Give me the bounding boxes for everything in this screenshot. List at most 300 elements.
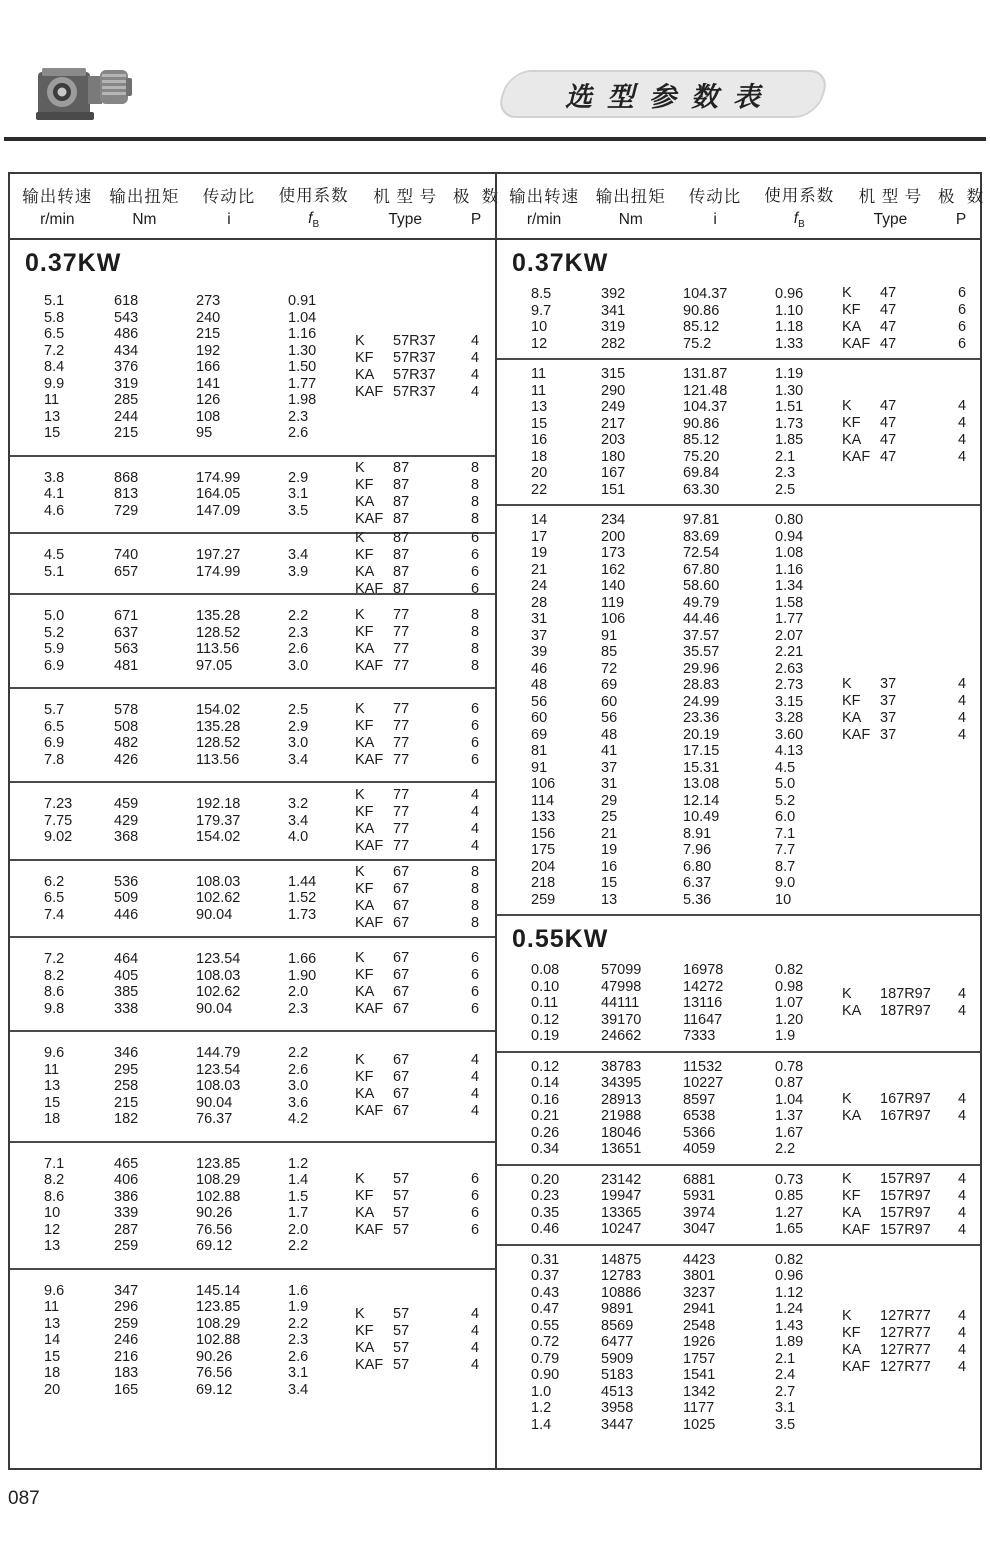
type-model: 77 <box>393 837 410 854</box>
type-row <box>355 1086 495 1103</box>
value-cell: 174.99 <box>196 563 241 580</box>
type-row <box>842 1188 980 1205</box>
value-cell: 90.86 <box>683 415 720 432</box>
value-cell: 6.0 <box>775 809 796 825</box>
value-cell: 319 <box>601 319 626 335</box>
poles-value: 6 <box>471 546 480 563</box>
value-cell: 108.03 <box>196 873 241 890</box>
value-cell: 7.8 <box>44 751 65 768</box>
poles-value: 4 <box>471 1069 480 1086</box>
type-row <box>355 460 495 477</box>
value-cell: 868 <box>114 469 139 486</box>
value-cell: 347 <box>114 1282 139 1299</box>
type-prefix: KA <box>842 432 862 448</box>
value-cell: 6.37 <box>683 875 712 891</box>
type-model: 127R77 <box>880 1308 931 1325</box>
type-row <box>842 1222 980 1239</box>
type-model: 67 <box>393 967 410 983</box>
value-cell: 2.6 <box>288 641 309 657</box>
value-cell: 63.30 <box>683 481 720 498</box>
value-cell: 4.13 <box>775 743 804 759</box>
value-cell: 3.0 <box>288 735 309 751</box>
poles-value: 4 <box>471 1306 480 1323</box>
value-cell: 39 <box>531 644 548 660</box>
value-cell: 5909 <box>601 1350 634 1367</box>
value-cell: 81 <box>531 743 548 759</box>
value-cell: 13 <box>44 1315 61 1332</box>
poles-value: 8 <box>471 477 480 494</box>
value-cell: 3.1 <box>775 1400 796 1416</box>
type-model: 77 <box>393 641 410 657</box>
value-cell: 0.43 <box>531 1284 560 1301</box>
value-cell: 1177 <box>683 1400 715 1416</box>
type-model: 77 <box>393 718 410 734</box>
type-row <box>355 1103 495 1120</box>
value-cell: 2.2 <box>775 1141 796 1157</box>
value-cell: 2.07 <box>775 627 804 644</box>
value-cell: 12 <box>44 1221 61 1238</box>
value-cell: 2.2 <box>288 1045 309 1061</box>
header-label-zh: 使用系数 <box>764 186 835 205</box>
poles-value: 4 <box>958 432 967 448</box>
value-cell: 8.5 <box>531 286 552 302</box>
value-cell: 7.2 <box>44 951 65 967</box>
value-cell: 167 <box>601 465 626 481</box>
value-cell: 4059 <box>683 1141 716 1157</box>
value-cell: 2.2 <box>288 608 309 624</box>
value-cell: 2.1 <box>775 1350 796 1367</box>
type-prefix: K <box>355 1052 365 1069</box>
header-label-zh: 机 型 号 <box>373 188 438 206</box>
type-row <box>355 1188 495 1205</box>
value-cell: 28.83 <box>683 677 720 693</box>
value-cell: 14875 <box>601 1251 642 1268</box>
type-list <box>355 1052 495 1120</box>
gearmotor-photo <box>36 58 134 124</box>
poles-value: 6 <box>471 1188 480 1204</box>
value-cell: 0.08 <box>531 962 560 978</box>
type-prefix: KAF <box>355 1222 384 1238</box>
value-cell: 258 <box>114 1078 139 1094</box>
value-cell: 12783 <box>601 1268 642 1284</box>
type-prefix: K <box>355 1171 365 1187</box>
value-cell: 215 <box>114 425 139 441</box>
type-model: 57R37 <box>393 384 436 401</box>
type-model: 77 <box>393 607 410 623</box>
value-cell: 76.56 <box>196 1365 233 1381</box>
type-prefix: KAF <box>355 752 384 768</box>
header-cell <box>760 174 839 238</box>
type-row <box>355 701 495 718</box>
poles-value: 8 <box>471 511 480 528</box>
value-cell: 434 <box>114 342 139 359</box>
type-prefix: K <box>355 607 365 623</box>
data-rows <box>44 796 350 846</box>
data-block <box>497 1244 980 1440</box>
type-model: 47 <box>880 449 897 465</box>
value-cell: 729 <box>114 502 139 519</box>
type-row <box>842 1205 980 1222</box>
header-unit: Type <box>873 211 908 228</box>
value-cell: 8.4 <box>44 359 65 375</box>
value-cell: 9.0 <box>775 875 796 891</box>
header-cell <box>105 174 185 238</box>
value-cell: 8.6 <box>44 1188 65 1205</box>
poles-value: 4 <box>471 803 480 820</box>
value-cell: 23142 <box>601 1171 642 1188</box>
value-cell: 38783 <box>601 1058 642 1075</box>
value-cell: 1.9 <box>288 1299 309 1315</box>
value-cell: 1.66 <box>288 951 317 967</box>
type-prefix: KF <box>355 624 374 640</box>
value-cell: 4513 <box>601 1383 634 1400</box>
type-prefix: KAF <box>355 580 384 597</box>
value-cell: 3.4 <box>288 547 309 563</box>
type-prefix: K <box>842 1308 852 1325</box>
type-model: 77 <box>393 658 410 674</box>
value-cell: 108.29 <box>196 1315 241 1332</box>
value-cell: 217 <box>601 415 626 432</box>
value-cell: 1.27 <box>775 1204 804 1221</box>
value-cell: 339 <box>114 1205 139 1221</box>
value-cell: 2.6 <box>288 425 309 441</box>
poles-value: 4 <box>471 1103 480 1120</box>
value-cell: 1.9 <box>775 1028 796 1044</box>
value-cell: 1.30 <box>775 382 804 399</box>
value-cell: 319 <box>114 375 139 392</box>
value-cell: 0.55 <box>531 1317 560 1334</box>
value-cell: 5931 <box>683 1188 716 1204</box>
value-cell: 11 <box>44 1299 60 1315</box>
value-cell: 4.1 <box>44 486 65 502</box>
poles-value: 8 <box>471 494 480 511</box>
poles-value: 6 <box>958 302 967 318</box>
type-prefix: KA <box>355 984 375 1000</box>
type-model: 57 <box>393 1340 410 1357</box>
value-cell: 76.56 <box>196 1221 233 1238</box>
value-cell: 3.9 <box>288 563 309 580</box>
value-cell: 5.0 <box>775 776 796 792</box>
type-prefix: K <box>355 333 365 350</box>
value-cell: 290 <box>601 382 626 399</box>
value-cell: 72.54 <box>683 545 720 561</box>
value-cell: 121.48 <box>683 382 728 399</box>
value-cell: 0.34 <box>531 1141 560 1157</box>
header-cell <box>10 174 105 238</box>
data-block <box>497 1051 980 1164</box>
value-cell: 69 <box>531 726 548 743</box>
poles-value: 4 <box>958 1308 967 1325</box>
type-model: 37 <box>880 693 897 709</box>
value-cell: 5.9 <box>44 641 65 657</box>
value-cell: 102.88 <box>196 1332 241 1348</box>
type-row <box>355 967 495 984</box>
type-prefix: KA <box>355 1205 375 1221</box>
type-model: 67 <box>393 898 410 915</box>
value-cell: 0.98 <box>775 978 804 995</box>
type-model: 127R77 <box>880 1342 931 1359</box>
data-block <box>10 593 495 687</box>
value-cell: 2.1 <box>775 448 796 465</box>
value-cell: 19947 <box>601 1188 642 1204</box>
type-prefix: KA <box>842 710 862 726</box>
type-list <box>842 676 980 744</box>
value-cell: 48 <box>601 726 618 743</box>
value-cell: 563 <box>114 641 139 657</box>
data-block <box>10 1141 495 1268</box>
value-cell: 9.7 <box>531 302 552 319</box>
value-cell: 1926 <box>683 1334 716 1350</box>
data-block <box>497 1164 980 1244</box>
value-cell: 1.73 <box>288 906 317 923</box>
page-title-banner <box>494 70 832 118</box>
type-prefix: KA <box>842 1003 862 1020</box>
data-rows <box>44 1045 350 1128</box>
value-cell: 7.75 <box>44 812 73 829</box>
value-cell: 197.27 <box>196 547 241 563</box>
type-model: 57 <box>393 1323 410 1340</box>
value-cell: 0.20 <box>531 1171 560 1188</box>
type-model: 167R97 <box>880 1091 931 1107</box>
value-cell: 135.28 <box>196 718 241 735</box>
type-prefix: KF <box>842 1325 861 1342</box>
value-cell: 259 <box>531 891 556 908</box>
value-cell: 21988 <box>601 1108 642 1124</box>
type-row <box>355 350 495 367</box>
type-model: 127R77 <box>880 1359 931 1376</box>
poles-value: 6 <box>958 319 967 335</box>
header-cell <box>591 174 670 238</box>
type-list <box>355 1306 495 1374</box>
value-cell: 145.14 <box>196 1282 241 1299</box>
value-cell: 426 <box>114 751 139 768</box>
type-row <box>355 530 495 547</box>
value-cell: 20 <box>531 465 548 481</box>
value-cell: 108 <box>196 408 221 425</box>
value-cell: 2.6 <box>288 1348 309 1365</box>
value-cell: 0.78 <box>775 1058 804 1075</box>
data-rows <box>44 547 350 580</box>
value-cell: 740 <box>114 547 139 563</box>
value-cell: 3.8 <box>44 469 65 486</box>
poles-value: 8 <box>471 864 480 881</box>
header-unit: Nm <box>132 211 157 228</box>
poles-value: 6 <box>471 718 480 734</box>
header-cell <box>670 174 759 238</box>
type-model: 47 <box>880 336 897 352</box>
type-model: 57 <box>393 1306 410 1323</box>
value-cell: 509 <box>114 890 139 906</box>
data-block <box>10 1268 495 1412</box>
header-half <box>10 174 500 238</box>
type-prefix: KF <box>842 693 861 709</box>
type-model: 77 <box>393 803 410 820</box>
type-model: 47 <box>880 432 897 448</box>
value-cell: 8569 <box>601 1317 634 1334</box>
value-cell: 2.2 <box>288 1315 309 1332</box>
value-cell: 192 <box>196 342 221 359</box>
type-row <box>842 302 980 319</box>
value-cell: 48 <box>531 677 548 693</box>
type-row <box>355 898 495 915</box>
value-cell: 3.60 <box>775 726 804 743</box>
type-row <box>355 547 495 564</box>
type-list <box>355 950 495 1018</box>
header-label-zh: 传动比 <box>688 188 742 206</box>
value-cell: 102.62 <box>196 984 241 1000</box>
value-cell: 29 <box>601 792 618 809</box>
header-unit: P <box>955 211 967 228</box>
value-cell: 6.5 <box>44 890 65 906</box>
value-cell: 18 <box>531 448 548 465</box>
header-unit: i <box>227 211 231 228</box>
type-model: 67 <box>393 984 410 1000</box>
type-row <box>355 1205 495 1222</box>
type-prefix: KF <box>355 967 374 983</box>
value-cell: 67.80 <box>683 561 720 578</box>
type-prefix: K <box>355 950 365 966</box>
value-cell: 7.4 <box>44 906 65 923</box>
table-column-right <box>495 240 980 1470</box>
value-cell: 1.19 <box>775 366 804 382</box>
header-cell <box>839 174 942 238</box>
poles-value: 6 <box>471 580 480 597</box>
value-cell: 1.77 <box>288 375 317 392</box>
value-cell: 5.2 <box>44 624 65 641</box>
value-cell: 2.3 <box>288 1332 309 1348</box>
type-row <box>842 415 980 432</box>
type-row <box>842 986 980 1003</box>
value-cell: 44111 <box>601 995 640 1011</box>
poles-value: 4 <box>471 1357 480 1374</box>
value-cell: 133 <box>531 809 556 825</box>
poles-value: 4 <box>958 1221 967 1238</box>
poles-value: 4 <box>958 1187 967 1204</box>
poles-value: 6 <box>471 950 480 966</box>
value-cell: 406 <box>114 1172 139 1188</box>
header-cell <box>353 174 457 238</box>
type-list <box>355 701 495 769</box>
value-cell: 2.63 <box>775 660 804 677</box>
type-row <box>355 984 495 1001</box>
value-cell: 97.05 <box>196 657 233 674</box>
value-cell: 18046 <box>601 1124 642 1141</box>
value-cell: 240 <box>196 309 221 326</box>
value-cell: 0.47 <box>531 1301 560 1317</box>
data-rows <box>531 366 837 498</box>
type-row <box>842 285 980 302</box>
value-cell: 0.35 <box>531 1204 560 1221</box>
value-cell: 1541 <box>683 1367 716 1383</box>
value-cell: 1.33 <box>775 335 804 352</box>
data-block <box>10 1030 495 1141</box>
value-cell: 16978 <box>683 962 724 978</box>
value-cell: 7.1 <box>775 825 796 842</box>
value-cell: 200 <box>601 528 626 545</box>
header-label-zh: 输出扭矩 <box>109 188 180 206</box>
type-model: 77 <box>393 820 410 837</box>
value-cell: 2.73 <box>775 677 804 693</box>
value-cell: 183 <box>114 1365 139 1381</box>
value-cell: 287 <box>114 1221 139 1238</box>
value-cell: 285 <box>114 392 139 408</box>
value-cell: 15 <box>44 1094 61 1111</box>
value-cell: 37 <box>531 627 548 644</box>
type-list <box>842 1308 980 1376</box>
value-cell: 69.12 <box>196 1381 233 1398</box>
value-cell: 83.69 <box>683 528 720 545</box>
value-cell: 147.09 <box>196 502 241 519</box>
value-cell: 19 <box>531 545 548 561</box>
value-cell: 3801 <box>683 1268 716 1284</box>
value-cell: 2.6 <box>288 1061 309 1078</box>
value-cell: 3.4 <box>288 1381 309 1398</box>
value-cell: 3.1 <box>288 486 309 502</box>
value-cell: 173 <box>601 545 626 561</box>
type-model: 57R37 <box>393 367 436 384</box>
value-cell: 13 <box>44 1238 61 1254</box>
type-row <box>355 804 495 821</box>
type-row <box>355 864 495 881</box>
value-cell: 1.24 <box>775 1301 804 1317</box>
header-cell <box>184 174 274 238</box>
value-cell: 16 <box>601 858 618 875</box>
value-cell: 6538 <box>683 1108 716 1124</box>
value-cell: 9891 <box>601 1301 634 1317</box>
type-model: 187R97 <box>880 986 931 1003</box>
value-cell: 166 <box>196 359 221 375</box>
type-model: 77 <box>393 701 410 717</box>
value-cell: 249 <box>601 399 626 415</box>
poles-value: 4 <box>958 1359 967 1376</box>
type-prefix: KF <box>355 1323 374 1340</box>
type-model: 47 <box>880 398 897 414</box>
value-cell: 3047 <box>683 1221 716 1237</box>
type-model: 47 <box>880 415 897 431</box>
value-cell: 7.96 <box>683 842 712 858</box>
type-row <box>355 1306 495 1323</box>
value-cell: 1.4 <box>531 1416 552 1433</box>
value-cell: 192.18 <box>196 796 241 812</box>
type-row <box>355 950 495 967</box>
data-rows <box>44 1283 350 1399</box>
value-cell: 14 <box>44 1332 61 1348</box>
value-cell: 3.0 <box>288 1078 309 1094</box>
type-model: 57R37 <box>393 333 436 350</box>
type-prefix: KA <box>842 1342 862 1359</box>
value-cell: 6477 <box>601 1334 634 1350</box>
type-list <box>842 986 980 1020</box>
type-row <box>355 367 495 384</box>
type-row <box>842 1108 980 1125</box>
poles-value: 4 <box>471 837 480 854</box>
value-cell: 13 <box>601 891 618 908</box>
type-row <box>842 319 980 336</box>
value-cell: 5.2 <box>775 792 796 809</box>
header-label-zh: 极 数 <box>452 188 500 206</box>
value-cell: 35.57 <box>683 644 720 660</box>
value-cell: 24662 <box>601 1028 642 1044</box>
value-cell: 536 <box>114 873 139 890</box>
header-cell <box>452 174 500 238</box>
type-prefix: KA <box>355 735 375 751</box>
value-cell: 1.50 <box>288 359 317 375</box>
value-cell: 486 <box>114 326 139 342</box>
value-cell: 128.52 <box>196 624 241 641</box>
value-cell: 1.51 <box>775 399 804 415</box>
value-cell: 85.12 <box>683 432 720 448</box>
value-cell: 123.85 <box>196 1299 241 1315</box>
